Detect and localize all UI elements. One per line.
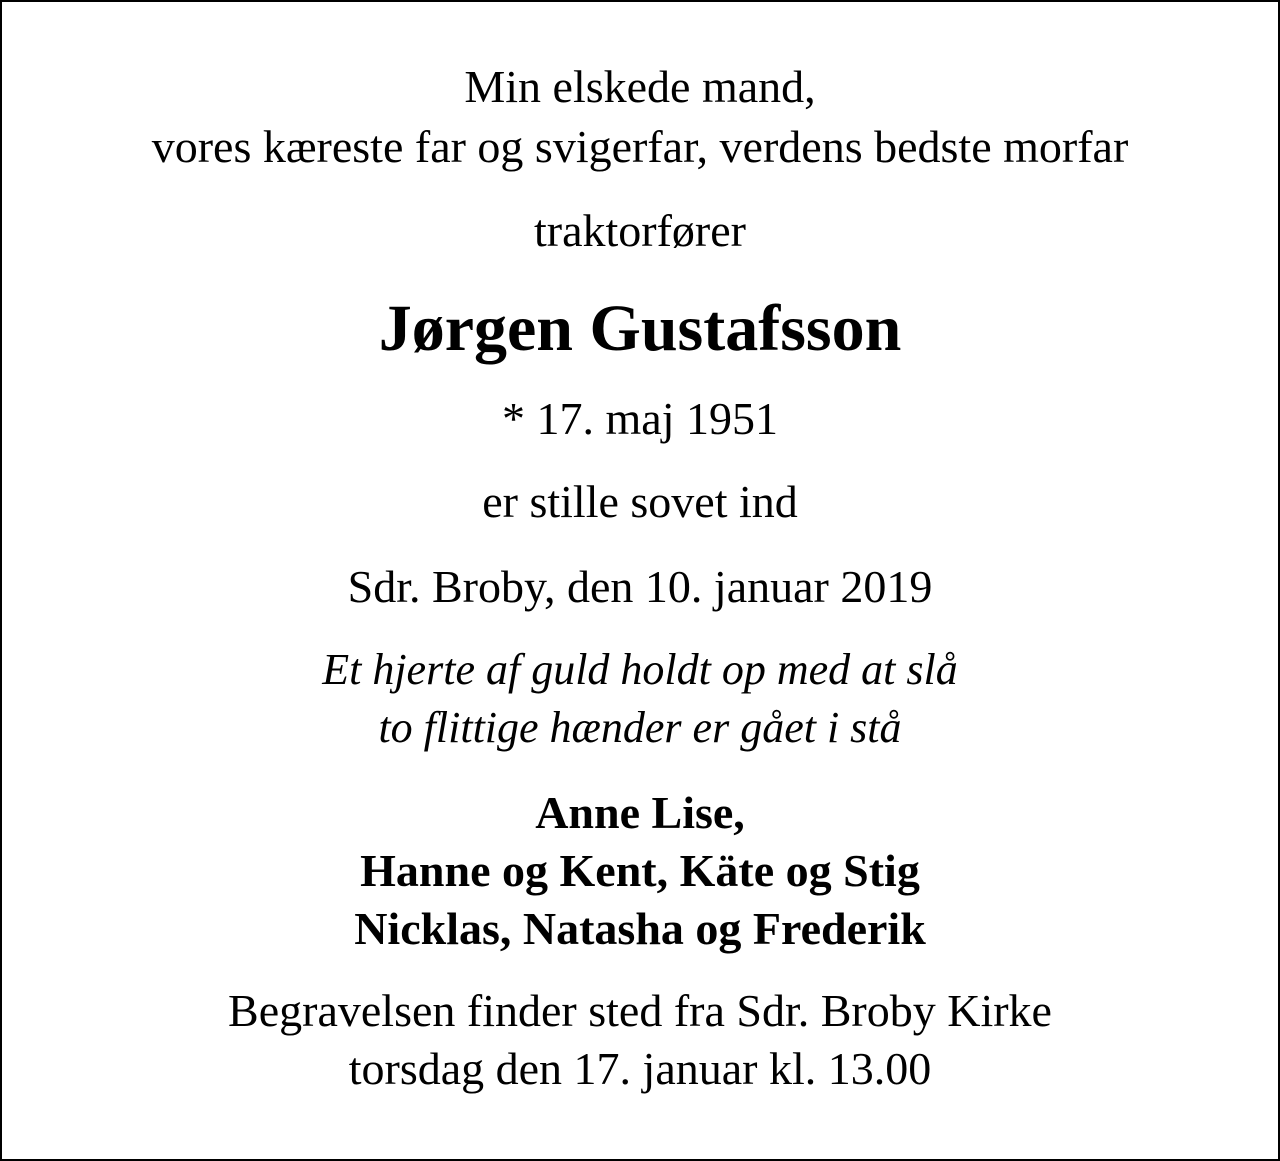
deceased-name: Jørgen Gustafsson [378, 292, 902, 365]
family-line-2: Hanne og Kent, Käte og Stig [360, 845, 920, 896]
family-line-1: Anne Lise, [535, 787, 745, 838]
family-line-3: Nicklas, Natasha og Frederik [354, 903, 926, 954]
verse-line-1: Et hjerte af guld holdt op med at slå [322, 645, 958, 694]
funeral-line-1: Begravelsen finder sted fra Sdr. Broby Kirke [228, 985, 1052, 1036]
intro-line-1: Min elskede mand, [464, 61, 816, 112]
birth-date: * 17. maj 1951 [502, 393, 778, 444]
intro-line-2: vores kæreste far og svigerfar, verdens bedste morfar [151, 121, 1129, 172]
occupation: traktorfører [534, 205, 746, 256]
funeral-line-2: torsdag den 17. januar kl. 13.00 [348, 1043, 932, 1094]
verse-line-2: to flittige hænder er gået i stå [378, 703, 902, 752]
place-and-date: Sdr. Broby, den 10. januar 2019 [347, 561, 933, 612]
passed-text: er stille sovet ind [482, 476, 798, 527]
